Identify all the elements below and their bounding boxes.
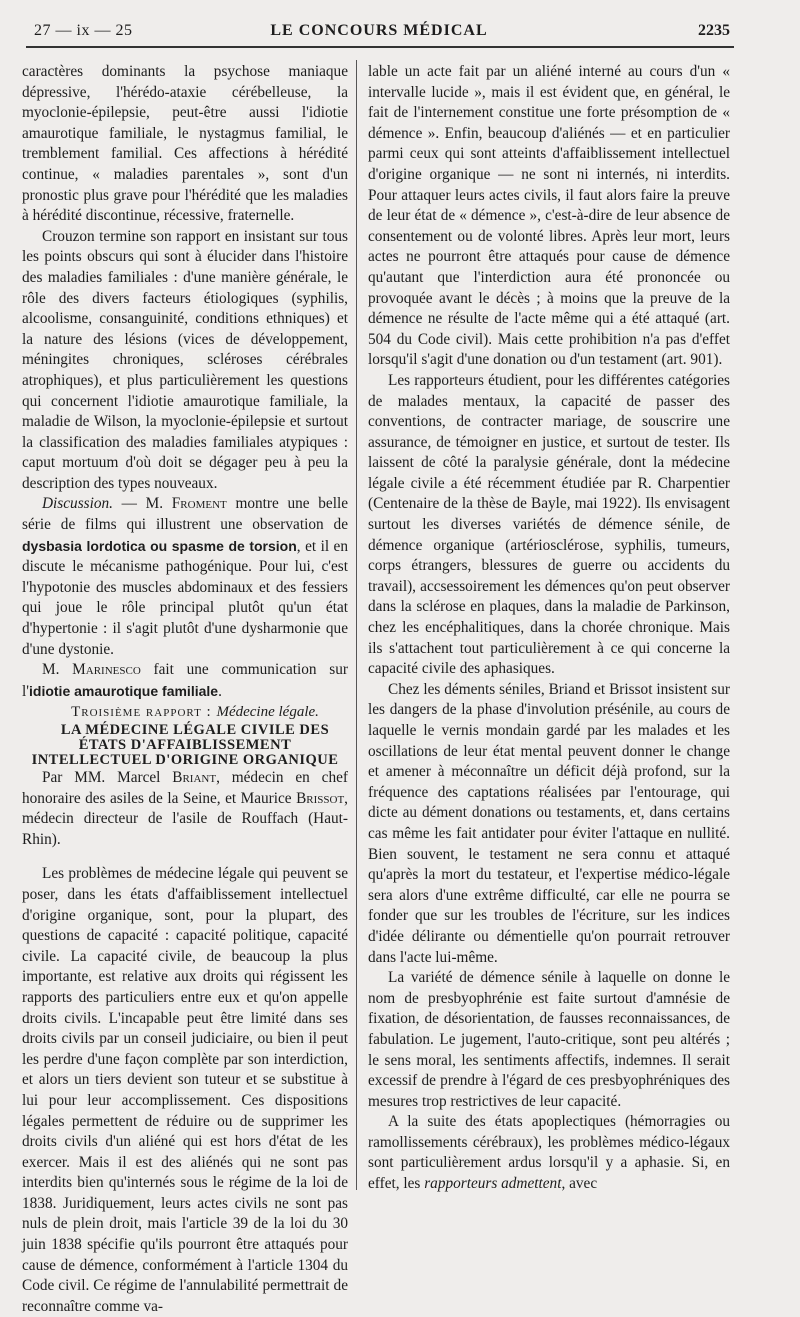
paragraph: Chez les déments séniles, Briand et Brissot insistent sur les dangers de la phase d'involution présénile, au cours de laquelle le vernis mondain gardé par les malades et les oscillations de leur état mental peuvent donner le change et amener à méconnaître un déficit déjà profond, sur la fréquence des captations réalisées par l'entourage, qui dicte au dément donations ou testaments, et, dans certains cas même les fait antidater pour éviter l'attaque en nullité. Bien souvent, le testament ne sera connu et attaqué qu'après la mort du testateur, et l'expertise médico-légale sera alors d'une extrême difficulté, car elle ne pourra se fonder que sur les troubles de l'écriture, sur les indices d'idée délirante ou démentielle qu'on pourrait retrouver dans l'acte lui-même. — [368, 680, 730, 966]
discussion-paragraph: Discussion. — M. Froment montre une belle série de films qui illustrent une observation de dysbasia lordotica ou spasme de torsion, et il en discute le mécanisme pathogénique. Pour lui, c'est l'hypotonie des muscles abdominaux et des fessiers qui joue le rôle principal plutôt qu'un état d'hypertonie : il s'agit plutôt d'une dysharmonie que d'une dystonie. — [22, 495, 348, 658]
left-column — [22, 62, 348, 1317]
column-divider — [356, 60, 357, 1190]
article-title: LA MÉDECINE LÉGALE CIVILE DES ÉTATS D'AFFAIBLISSEMENT INTELLECTUEL D'ORIGINE ORGANIQUE — [31, 722, 339, 768]
right-column — [368, 62, 730, 1195]
running-header — [28, 20, 730, 46]
paragraph: caractères dominants la psychose maniaque dépressive, l'hérédo-ataxie cérébelleuse, la myoclonie-épilepsie, peut-être aussi l'idiotie amaurotique familiale, le nystagmus familial, le tremblement familial. Ces affections à hérédité continue, « maladies parentales », sont d'un pronostic plus grave pour l'hérédité que les maladies à hérédité discontinue, récessive, fraternelle. — [22, 63, 348, 225]
highlight-term: dysbasia lordotica ou spasme de torsion — [22, 537, 297, 554]
highlight-term: idiotie amaurotique familiale — [29, 682, 219, 699]
header-rule — [26, 46, 734, 48]
paragraph: La variété de démence sénile à laquelle on donne le nom de presbyophrénie est faite surtout d'amnésie de fixation, de désorientation, de fausses reconnaissances, de fabulation. Le jugement, l'auto-critique, sont peu altérés ; le sens moral, les sentiments affectifs, indemnes. Il serait excessif de prendre à l'égard de ces presbyophréniques des mesures trop restrictives de leur capacité. — [368, 969, 730, 1110]
paragraph: lable un acte fait par un aliéné interné au cours d'un « intervalle lucide », mais il est évident que, en général, le fait de l'internement constitue une forte présomption de « démence ». Enfin, beaucoup d'aliénés — et en particulier parmi ceux qui sont atteints d'affaiblissement intellectuel d'origine organique — ne sont ni internés, ni interdits. Pour attaquer leurs actes civils, il faut alors faire la preuve de leur état de « démence », c'est-à-dire de leur absence de consentement ou de volonté libres. Après leur mort, leurs actes ne pourront être attaqués pour cause de démence qu'autant que l'interdiction aura été prononcée ou provoquée avant le décès ; à moins que la preuve de la démence ne résulte de l'acte même qui a été attaqué (art. 504 du Code civil). Mais cette prohibition n'a pas d'effet lorsqu'il s'agit d'une donation ou d'un testament (art. 901). — [368, 63, 730, 369]
issue-date: 27 — ix — 25 — [34, 22, 133, 39]
journal-title: LE CONCOURS MÉDICAL — [270, 22, 488, 39]
paragraph: M. Marinesco fait une communication sur l'idiotie amaurotique familiale. — [22, 661, 348, 700]
paragraph: Les problèmes de médecine légale qui peuvent se poser, dans les états d'affaiblissement intellectuel d'origine organique, sont, pour la plupart, des questions de capacité : capacité politique, capacité civile. La capacité civile, de beaucoup la plus importante, est relative aux droits qui régissent les rapports des particuliers entre eux et qu'on appelle droits civils. L'incapable peut être limité dans ses droits civils par un conseil judiciaire, ou bien il peut les perdre d'une façon complète par son interdiction, et alors un tiers devient son tuteur et se substitue à lui pour leur accomplissement. Ces dispositions légales permettent de réduire ou de supprimer les droits civils d'un aliéné qui est hors d'état de les exercer. Mais il est des aliénés qui ne sont pas interdits bien qu'internés sous le régime de la loi de 1838. Juridiquement, leurs actes civils ne sont pas nuls de plein droit, mais l'article 39 de la loi du 30 juin 1838 spécifie qu'ils pourront être attaqués pour cause de démence, conformément à l'article 1304 du Code civil. Ce régime de l'annulabilité permettrait de reconnaître comme va- — [22, 865, 348, 1315]
paragraph: A la suite des états apoplectiques (hémorragies ou ramollissements cérébraux), les problèmes médico-légaux sont particulièrement ardus lorsqu'il y a aphasie. Si, en effet, les rapporteurs admettent, avec — [368, 1113, 730, 1193]
discussion-label: Discussion. — [42, 495, 113, 513]
author-name: Froment — [171, 495, 227, 513]
paragraph: Crouzon termine son rapport en insistant sur tous les points obscurs qui sont à élucider dans l'histoire des maladies familiales : d'une manière générale, le rôle des divers facteurs étiologiques (syphilis, alcoolisme, consanguinité, conditions ethniques) et la nature des lésions (vices de développement, méningites chroniques, scléroses cérébrales atrophiques), et plus particulièrement les questions qui concernent l'idiotie amaurotique familiale, la maladie de Wilson, la myoclonie-épilepsie et surtout la classification des maladies familiales atypiques : caput mortuum d'où doit se dégager peu à peu la description des types nouveaux. — [22, 227, 348, 492]
author-name: Marinesco — [72, 661, 141, 679]
article-authors: Par MM. Marcel Briant, médecin en chef honoraire des asiles de la Seine, et Maurice Brissot, médecin directeur de l'asile de Rouffach (Haut-Rhin). — [22, 769, 348, 848]
page-number: 2235 — [698, 22, 730, 39]
paragraph: Les rapporteurs étudient, pour les différentes catégories de malades mentaux, la capacité de passer des conventions, de contracter mariage, de souscrire une assurance, de témoigner en justice, et surtout de tester. Ils laissent de côté la paralysie générale, dont la médecine légale civile a été récemment étudiée par R. Charpentier (Centenaire de la thèse de Bayle, mai 1922). Ils envisagent surtout les diverses variétés de démence sénile, de démence organique (artériosclérose, syphilis, tumeurs, corps étrangers, blessures de guerre ou accidents du travail), accsessoirement les démences qu'on peut observer dans la sclérose en plaques, dans la maladie de Parkinson, chez les encéphalitiques, dans la chorée chronique. Mais ils s'attachent tout particulièrement à ce qui concerne la capacité civile des aphasiques. — [368, 371, 730, 678]
section-heading: Troisième rapport : Médecine légale. — [71, 704, 319, 721]
